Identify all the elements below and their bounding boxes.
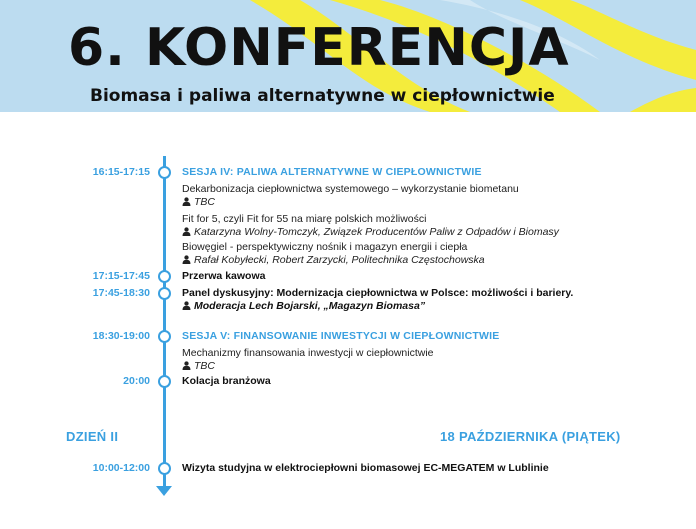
- timeline-dot: [158, 375, 171, 388]
- session4-title: SESJA IV: PALIWA ALTERNATYWNE W CIEPŁOWNICTWIE: [182, 166, 482, 178]
- dinner-time: 20:00: [123, 375, 150, 387]
- session4-talk2-speaker: Katarzyna Wolny-Tomczyk, Związek Producentów Paliw z Odpadów i Biomasy: [182, 226, 559, 238]
- break-time: 17:15-17:45: [92, 270, 150, 282]
- conference-title: 6. KONFERENCJA: [68, 18, 570, 78]
- timeline-arrow-icon: [156, 486, 172, 496]
- person-icon: [182, 361, 191, 370]
- session5-talk1-speaker: TBC: [182, 360, 215, 372]
- panel-moderator: Moderacja Lech Bojarski, „Magazyn Biomasa”: [182, 300, 425, 312]
- dinner-title: Kolacja branżowa: [182, 375, 271, 387]
- conference-subtitle: Biomasa i paliwa alternatywne w ciepłownictwie: [90, 86, 555, 106]
- session4-talk1-title: Dekarbonizacja ciepłownictwa systemowego – wykorzystanie biometanu: [182, 183, 519, 195]
- person-icon: [182, 255, 191, 264]
- person-icon: [182, 197, 191, 206]
- day2-label: DZIEŃ II: [66, 429, 119, 444]
- session5-talk1-title: Mechanizmy finansowania inwestycji w ciepłownictwie: [182, 347, 434, 359]
- session4-talk2-title: Fit for 5, czyli Fit for 55 na miarę polskich możliwości: [182, 213, 427, 225]
- header-banner: [0, 0, 696, 112]
- panel-time: 17:45-18:30: [92, 287, 150, 299]
- timeline-dot: [158, 270, 171, 283]
- timeline-line: [163, 156, 166, 490]
- timeline-dot: [158, 330, 171, 343]
- visit-time: 10:00-12:00: [92, 462, 150, 474]
- session4-talk3-speaker: Rafał Kobyłecki, Robert Zarzycki, Politechnika Częstochowska: [182, 254, 485, 266]
- session4-time: 16:15-17:15: [92, 166, 150, 178]
- visit-title: Wizyta studyjna w elektrociepłowni biomasowej EC-MEGATEM w Lublinie: [182, 462, 549, 474]
- session5-time: 18:30-19:00: [92, 330, 150, 342]
- break-title: Przerwa kawowa: [182, 270, 266, 282]
- session4-talk1-speaker: TBC: [182, 196, 215, 208]
- person-icon: [182, 301, 191, 310]
- timeline-dot: [158, 166, 171, 179]
- panel-title: Panel dyskusyjny: Modernizacja ciepłownictwa w Polsce: możliwości i bariery.: [182, 287, 574, 299]
- day2-date: 18 PAŹDZIERNIKA (PIĄTEK): [440, 429, 621, 444]
- session5-title: SESJA V: FINANSOWANIE INWESTYCJI W CIEPŁOWNICTWIE: [182, 330, 500, 342]
- timeline-dot: [158, 462, 171, 475]
- session4-talk3-title: Biowęgiel - perspektywiczny nośnik i magazyn energii i ciepła: [182, 241, 468, 253]
- timeline-dot: [158, 287, 171, 300]
- person-icon: [182, 227, 191, 236]
